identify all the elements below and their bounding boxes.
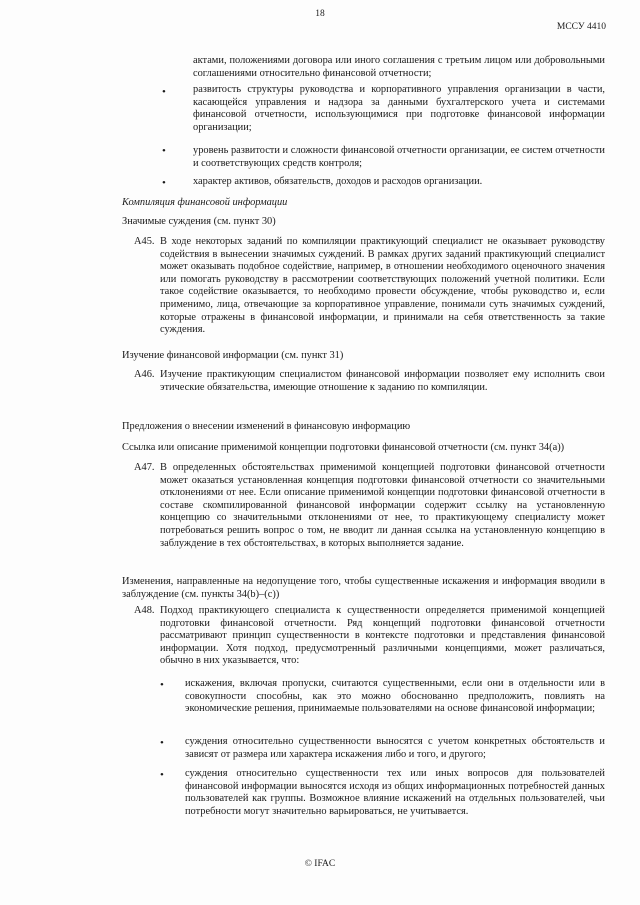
a48-bullet-1: искажения, включая пропуски, считаются существенными, если они в отдельности или в совокупности способны, как это можно обоснованно предположить, повлиять на экономические решения, принимаемые пользователями на основе финансовой информации; — [185, 678, 605, 715]
bullet-icon: • — [162, 145, 166, 157]
a48-bullet-3: суждения относительно существенности тех или иных вопросов для пользователей финансовой информации выносятся исходя из общих информационных потребностей данных пользователей как группы. Возможное влияние искажений на отдельных пользователей, чьи потребности могут значительно варьироваться, не учитывается. — [185, 768, 605, 817]
paragraph-number-a46: A46. — [134, 369, 155, 380]
subheading-significant-judgments: Значимые суждения (см. пункт 30) — [122, 216, 276, 227]
paragraph-a46: Изучение практикующим специалистом финансовой информации позволяет ему исполнить свои этические обязательства, имеющие отношение к заданию по компиляции. — [160, 369, 605, 393]
section-heading-proposals: Предложения о внесении изменений в финансовую информацию — [122, 421, 411, 432]
paragraph-number-a48: A48. — [134, 605, 155, 616]
footer-copyright: © IFAC — [304, 859, 336, 869]
bullet-icon: • — [160, 769, 164, 781]
top-bullet-2: уровень развитости и сложности финансовой отчетности организации, ее систем отчетности и соответствующих средств контроля; — [193, 145, 605, 169]
bullet-icon: • — [162, 86, 166, 98]
top-bullet-3: характер активов, обязательств, доходов и расходов организации. — [193, 176, 483, 187]
standard-code: МССУ 4410 — [556, 22, 606, 32]
bullet-icon: • — [160, 737, 164, 749]
paragraph-a48: Подход практикующего специалиста к существенности определяется применимой концепцией подготовки финансовой отчетности. Ряд концепций подготовки финансовой отчетности рассматривают принцип существенности в контексте подготовки и представления финансовой информации. Хотя подход, предусмотренный различными концепциями, может различаться, обычно в них указывается, что: — [160, 605, 605, 667]
subheading-changes: Изменения, направленные на недопущение того, чтобы существенные искажения и информация вводили в заблуждение (см. пункты 34(b)–(c)) — [122, 576, 605, 600]
bullet-icon: • — [162, 177, 166, 189]
paragraph-a45: В ходе некоторых заданий по компиляции практикующий специалист не оказывает руководству содействия в вынесении значимых суждений. В рамках других заданий практикующий специалист может оказывать подобное содействие, например, в отношении необходимого оценочного значения или помогать руководству в рассмотрении соответствующих положений учетной политики. Если такое содействие оказывается, то необходимо провести обсуждение, чтобы руководство и, если применимо, лица, отвечающие за корпоративное управление, понимали суть значимых суждений, которые отражены в финансовой информации, и принимали на себя ответственность за такие суждения. — [160, 236, 605, 336]
intro-continuation: актами, положениями договора или иного соглашения с третьим лицом или добровольными соглашениями относительно финансовой отчетности; — [193, 55, 605, 79]
page-number: 18 — [315, 9, 325, 19]
paragraph-number-a45: A45. — [134, 236, 155, 247]
paragraph-a47: В определенных обстоятельствах применимой концепцией подготовки финансовой отчетности может оказаться установленная концепция подготовки финансовой отчетности со значительными отклонениями от нее. Если описание применимой концепции подготовки финансовой отчетности в составе скомпилированной финансовой информации содержит ссылку на установленную концепцию со значительными отклонениями от нее, то практикующему специалисту может потребоваться решить вопрос о том, не вводит ли данная ссылка на установленную концепцию в заблуждение в тех обстоятельствах, в которых выполняется задание. — [160, 462, 605, 549]
section-heading-compilation: Компиляция финансовой информации — [122, 197, 288, 208]
a48-bullet-2: суждения относительно существенности выносятся с учетом конкретных обстоятельств и зависят от размера или характера искажения либо и того, и другого; — [185, 736, 605, 760]
subheading-framework-reference: Ссылка или описание применимой концепции подготовки финансовой отчетности (см. пункт 34(a)) — [122, 442, 565, 453]
bullet-icon: • — [160, 679, 164, 691]
paragraph-number-a47: A47. — [134, 462, 155, 473]
subheading-review: Изучение финансовой информации (см. пункт 31) — [122, 350, 344, 361]
top-bullet-1: развитость структуры руководства и корпоративного управления организации в части, касающейся управления и надзора за данными бухгалтерского учета и системами финансовой отчетности, использующимися при подготовке финансовой информации организации; — [193, 84, 605, 133]
